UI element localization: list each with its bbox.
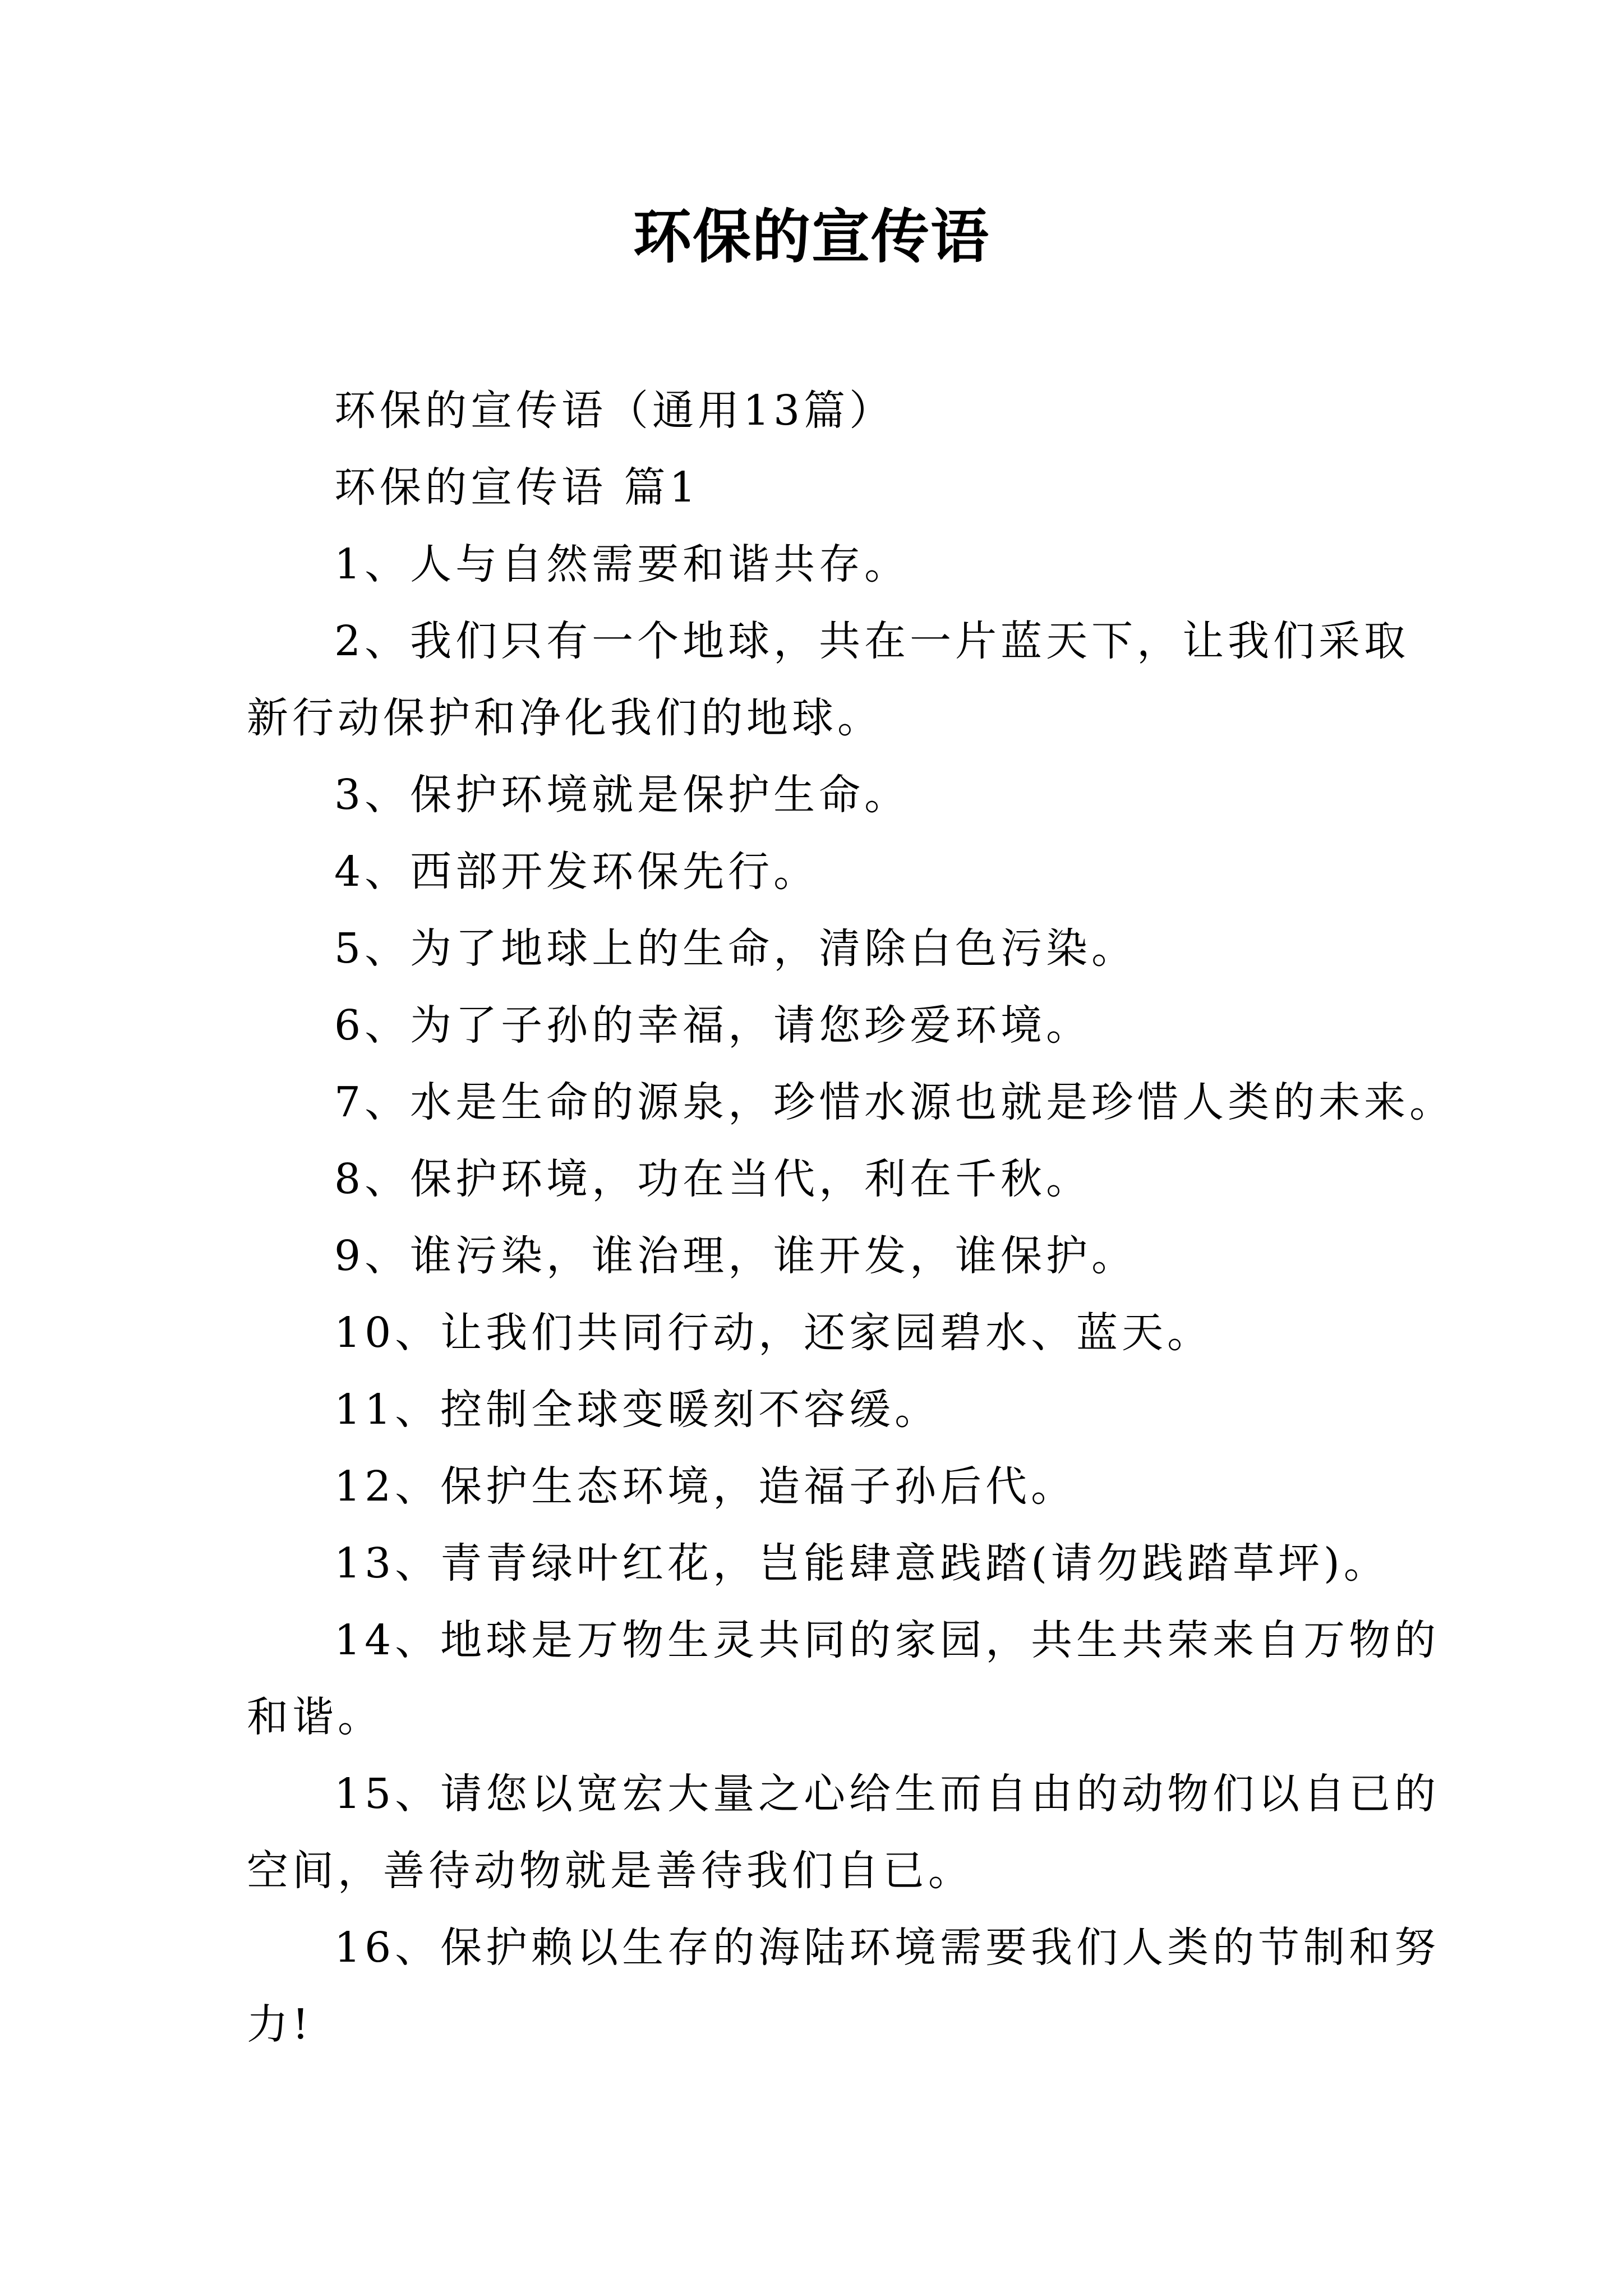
slogan-item-1 bbox=[247, 526, 1391, 603]
paragraph-line: 4、西部开发环保先行。 bbox=[334, 848, 819, 896]
slogan-item-10 bbox=[247, 1295, 1391, 1372]
paragraph-line: 环保的宣传语（通用13篇） bbox=[334, 386, 895, 435]
paragraph-line: 10、让我们共同行动，还家园碧水、蓝天。 bbox=[334, 1309, 1213, 1357]
slogan-item-13 bbox=[247, 1525, 1391, 1602]
paragraph-line: 13、青青绿叶红花，岂能肆意践踏(请勿践踏草坪)。 bbox=[334, 1539, 1389, 1588]
paragraph-line: 11、控制全球变暖刻不容缓。 bbox=[334, 1386, 940, 1434]
paragraph-line: 和谐。 bbox=[247, 1693, 383, 1741]
slogan-item-9 bbox=[247, 1218, 1391, 1295]
document-body bbox=[247, 372, 1455, 2063]
slogan-item-2 bbox=[247, 603, 1410, 757]
slogan-item-14 bbox=[247, 1602, 1440, 1756]
paragraph-line: 9、谁污染，谁治理，谁开发，谁保护。 bbox=[334, 1232, 1137, 1280]
paragraph-line: 5、为了地球上的生命，清除白色污染。 bbox=[334, 924, 1137, 973]
paragraph-subtitle bbox=[247, 372, 1391, 449]
paragraph-line: 14、地球是万物生灵共同的家园，共生共荣来自万物的 bbox=[334, 1616, 1440, 1664]
paragraph-line: 7、水是生命的源泉，珍惜水源也就是珍惜人类的未来。 bbox=[334, 1078, 1455, 1126]
paragraph-line: 6、为了子孙的幸福，请您珍爱环境。 bbox=[334, 1001, 1092, 1050]
slogan-item-11 bbox=[247, 1372, 1391, 1448]
paragraph-section-heading bbox=[247, 449, 1391, 526]
document-title: 环保的宣传语 bbox=[633, 202, 990, 271]
paragraph-line: 2、我们只有一个地球，共在一片蓝天下，让我们采取 bbox=[334, 617, 1410, 665]
slogan-item-6 bbox=[247, 987, 1391, 1064]
paragraph-line: 16、保护赖以生存的海陆环境需要我们人类的节制和努 bbox=[334, 1924, 1440, 1972]
paragraph-line: 12、保护生态环境，造福子孙后代。 bbox=[334, 1462, 1077, 1511]
paragraph-line: 15、请您以宽宏大量之心给生而自由的动物们以自已的 bbox=[334, 1770, 1440, 1818]
slogan-item-16 bbox=[247, 1910, 1440, 2063]
paragraph-line: 空间，善待动物就是善待我们自已。 bbox=[247, 1847, 974, 1895]
slogan-item-5 bbox=[247, 910, 1391, 987]
paragraph-line: 新行动保护和净化我们的地球。 bbox=[247, 694, 883, 742]
slogan-item-15 bbox=[247, 1756, 1440, 1910]
slogan-item-3 bbox=[247, 757, 1391, 834]
slogan-item-8 bbox=[247, 1141, 1391, 1218]
paragraph-line: 环保的宣传语 篇1 bbox=[334, 463, 700, 512]
slogan-item-4 bbox=[247, 834, 1391, 910]
paragraph-line: 力! bbox=[247, 2000, 313, 2049]
paragraph-line: 3、保护环境就是保护生命。 bbox=[334, 771, 910, 819]
slogan-item-12 bbox=[247, 1448, 1391, 1525]
paragraph-line: 1、人与自然需要和谐共存。 bbox=[334, 540, 910, 588]
paragraph-line: 8、保护环境，功在当代，利在千秋。 bbox=[334, 1155, 1092, 1203]
slogan-item-7 bbox=[247, 1064, 1455, 1141]
